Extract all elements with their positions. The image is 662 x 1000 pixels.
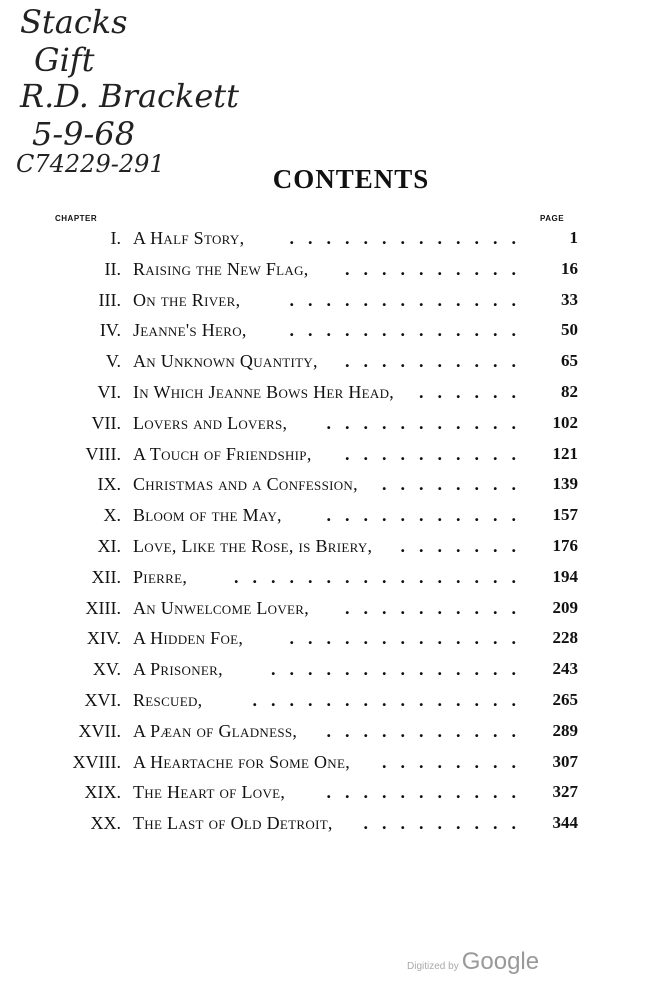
chapter-title: Pierre, bbox=[133, 566, 188, 587]
chapter-number: VI. bbox=[97, 382, 121, 402]
page-title: CONTENTS bbox=[272, 164, 430, 194]
chapter-number: IX. bbox=[97, 474, 121, 495]
chapter-page-number: 16 bbox=[561, 258, 578, 278]
chapter-title: On the River, bbox=[133, 289, 241, 310]
leader-dots: .......... bbox=[345, 351, 530, 372]
chapter-number: XI. bbox=[97, 536, 121, 556]
toc-row bbox=[0, 226, 662, 256]
leader-dots: .............. bbox=[271, 659, 530, 680]
chapter-number: XVII. bbox=[78, 720, 121, 741]
chapter-title: In Which Jeanne Bows Her Head, bbox=[133, 382, 395, 402]
chapter-number: XIV. bbox=[86, 628, 121, 649]
watermark-prefix: Digitized by bbox=[407, 961, 459, 972]
chapter-number: XIX. bbox=[84, 782, 121, 803]
chapter-number: III. bbox=[98, 289, 121, 310]
chapter-title: Rescued, bbox=[133, 690, 203, 710]
handwritten-note: Gift bbox=[34, 41, 95, 79]
toc-row bbox=[0, 565, 662, 595]
toc-row bbox=[0, 534, 662, 564]
chapter-title: A Pæan of Gladness, bbox=[133, 720, 298, 741]
chapter-title: Christmas and a Confession, bbox=[133, 474, 358, 495]
chapter-title: Love, Like the Rose, is Briery, bbox=[133, 536, 373, 556]
chapter-page-number: 102 bbox=[552, 412, 578, 432]
chapter-number: V. bbox=[105, 351, 121, 372]
chapter-number: XIII. bbox=[85, 597, 121, 618]
leader-dots: ........ bbox=[382, 474, 530, 495]
toc-row bbox=[0, 688, 662, 718]
toc-row bbox=[0, 780, 662, 810]
chapter-number: II. bbox=[104, 258, 121, 279]
chapter-number: XV. bbox=[92, 659, 121, 680]
chapter-title: A Touch of Friendship, bbox=[133, 443, 312, 464]
leader-dots: ................ bbox=[234, 566, 530, 587]
leader-dots: ........ bbox=[382, 751, 530, 772]
chapter-title: A Heartache for Some One, bbox=[133, 751, 351, 772]
chapter-number: IV. bbox=[99, 320, 121, 341]
toc-row bbox=[0, 596, 662, 626]
toc-row bbox=[0, 257, 662, 287]
leader-dots: ....... bbox=[400, 536, 530, 556]
chapter-page-number: 327 bbox=[552, 782, 578, 802]
handwritten-note: Stacks bbox=[20, 3, 128, 41]
toc-row bbox=[0, 811, 662, 841]
leader-dots: ........... bbox=[326, 720, 530, 741]
chapter-number: XVIII. bbox=[72, 751, 121, 772]
chapter-number: XVI. bbox=[84, 690, 121, 710]
leader-dots: .......... bbox=[345, 258, 530, 279]
chapter-page-number: 243 bbox=[552, 659, 578, 679]
chapter-number: I. bbox=[110, 228, 121, 248]
leader-dots: ......... bbox=[363, 813, 530, 834]
chapter-page-number: 344 bbox=[552, 813, 578, 833]
chapter-number: XX. bbox=[90, 813, 121, 834]
chapter-page-number: 228 bbox=[552, 628, 578, 648]
chapter-page-number: 194 bbox=[552, 566, 578, 586]
toc-row bbox=[0, 503, 662, 533]
chapter-title: A Hidden Foe, bbox=[133, 628, 244, 649]
chapter-page-number: 82 bbox=[561, 382, 578, 401]
chapter-title: The Last of Old Detroit, bbox=[133, 813, 333, 834]
chapter-page-number: 289 bbox=[552, 720, 578, 740]
toc-row bbox=[0, 288, 662, 318]
leader-dots: ...... bbox=[419, 382, 530, 402]
toc-row bbox=[0, 318, 662, 348]
handwritten-note: R.D. Brackett bbox=[20, 77, 239, 115]
chapter-title: Raising the New Flag, bbox=[133, 258, 309, 279]
chapter-page-number: 65 bbox=[561, 351, 578, 371]
leader-dots: ............. bbox=[289, 289, 530, 310]
chapter-page-number: 265 bbox=[552, 690, 578, 709]
chapter-page-number: 1 bbox=[569, 228, 578, 247]
toc-row bbox=[0, 349, 662, 379]
leader-dots: ............... bbox=[252, 690, 530, 710]
leader-dots: .......... bbox=[345, 443, 530, 464]
toc-row bbox=[0, 750, 662, 780]
leader-dots: ............. bbox=[289, 320, 530, 341]
toc-row bbox=[0, 411, 662, 441]
toc-row bbox=[0, 380, 662, 410]
leader-dots: ........... bbox=[326, 505, 530, 526]
chapter-page-number: 33 bbox=[561, 289, 578, 309]
page-column-header: PAGE bbox=[540, 214, 565, 223]
toc-row bbox=[0, 719, 662, 749]
chapter-title: Jeanne's Hero, bbox=[133, 320, 247, 341]
chapter-column-header: CHAPTER bbox=[55, 214, 98, 223]
handwritten-note: 5-9-68 bbox=[32, 115, 136, 153]
toc-row bbox=[0, 626, 662, 656]
chapter-number: X. bbox=[103, 505, 121, 526]
leader-dots: .......... bbox=[345, 597, 530, 618]
chapter-title: The Heart of Love, bbox=[133, 782, 286, 803]
chapter-page-number: 50 bbox=[561, 320, 578, 340]
google-watermark bbox=[407, 948, 539, 976]
chapter-page-number: 307 bbox=[552, 751, 578, 771]
chapter-title: A Prisoner, bbox=[133, 659, 223, 680]
chapter-title: A Half Story, bbox=[133, 228, 245, 248]
toc-row bbox=[0, 657, 662, 687]
chapter-title: An Unwelcome Lover, bbox=[133, 597, 310, 618]
chapter-title: Lovers and Lovers, bbox=[133, 412, 288, 433]
handwritten-note: C74229-291 bbox=[16, 150, 165, 178]
leader-dots: ............. bbox=[289, 228, 530, 248]
chapter-number: VII. bbox=[91, 412, 121, 433]
leader-dots: ............. bbox=[289, 628, 530, 649]
chapter-page-number: 176 bbox=[552, 536, 578, 555]
chapter-page-number: 139 bbox=[552, 474, 578, 494]
chapter-page-number: 121 bbox=[552, 443, 578, 463]
chapter-page-number: 157 bbox=[552, 505, 578, 525]
chapter-number: VIII. bbox=[85, 443, 121, 464]
leader-dots: ........... bbox=[326, 782, 530, 803]
chapter-title: Bloom of the May, bbox=[133, 505, 282, 526]
chapter-number: XII. bbox=[91, 566, 121, 587]
chapter-title: An Unknown Quantity, bbox=[133, 351, 318, 372]
chapter-page-number: 209 bbox=[552, 597, 578, 617]
toc-row bbox=[0, 472, 662, 502]
google-logo: Google bbox=[461, 948, 540, 975]
leader-dots: ........... bbox=[326, 412, 530, 433]
toc-row bbox=[0, 442, 662, 472]
page-title-wrap bbox=[0, 164, 662, 195]
